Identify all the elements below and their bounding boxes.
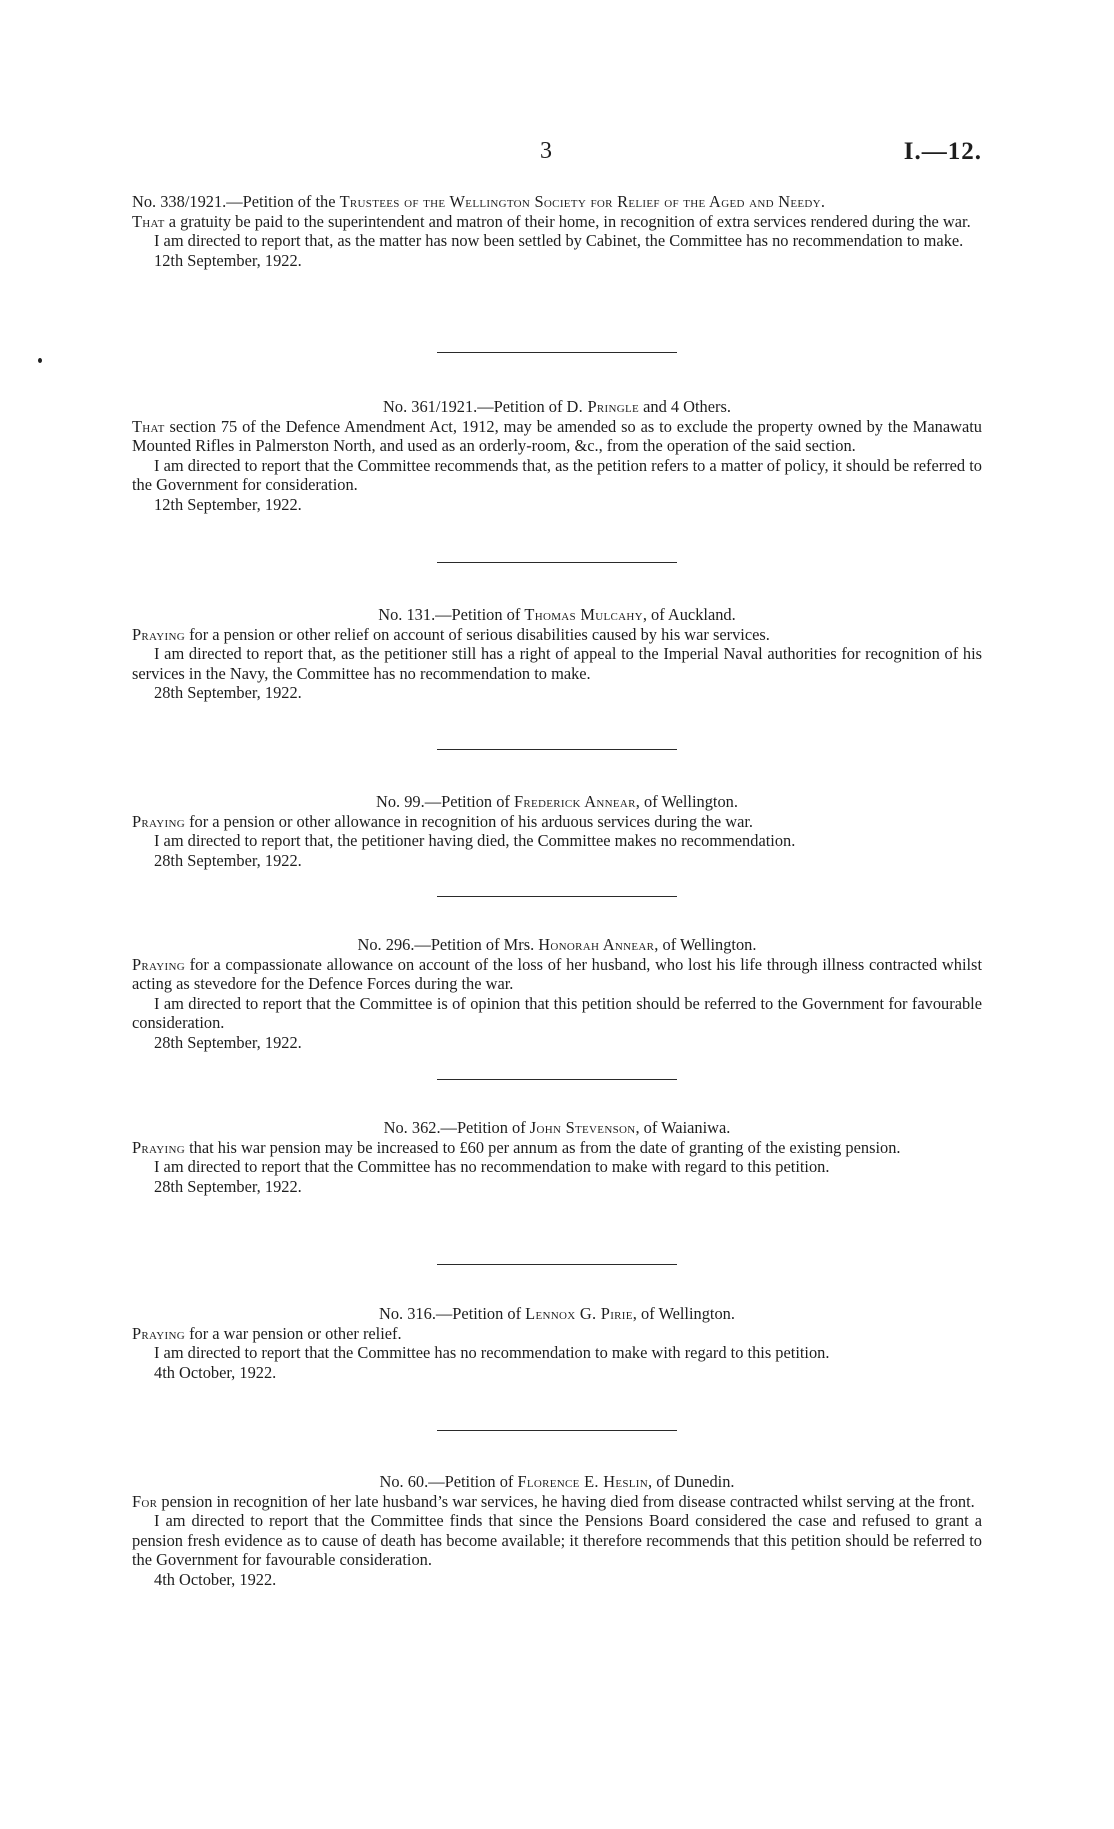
- section-divider: [437, 1430, 677, 1431]
- committee-report: I am directed to report that the Committee has no recommendation to make with regard to this petition.: [154, 1157, 830, 1177]
- petition-heading: [132, 792, 982, 812]
- prayer-text: pension in recognition of her late husband’s war services, he having died from disease contracted whilst serving at the front.: [157, 1491, 975, 1511]
- petitioner-name: Florence E. Heslin: [517, 1472, 648, 1491]
- committee-report: I am directed to report that the Committee is of opinion that this petition should be referred to the Government for favourable consideration.: [132, 993, 982, 1033]
- report-date: 12th September, 1922.: [154, 494, 302, 514]
- petition-heading: [132, 935, 982, 955]
- petitioner-name: Lennox G. Pirie: [525, 1304, 633, 1323]
- petition-prayer: [132, 212, 982, 232]
- committee-report: I am directed to report that the Committee has no recommendation to make with regard to this petition.: [154, 1343, 830, 1363]
- petition-heading: [132, 192, 982, 212]
- petition-prayer: [132, 1138, 982, 1158]
- petition-prayer: [132, 417, 982, 456]
- petitioner-name: D. Pringle: [566, 397, 639, 416]
- petitioner-name: Thomas Mulcahy: [524, 605, 643, 624]
- section-divider: [437, 896, 677, 897]
- petition-131: [132, 605, 982, 703]
- petition-heading-prefix: No. 361/1921.—Petition of: [383, 397, 567, 416]
- petition-heading-prefix: No. 60.—Petition of: [379, 1472, 518, 1491]
- stray-mark: [38, 358, 42, 363]
- petition-362: [132, 1118, 982, 1196]
- prayer-lead: Praying: [132, 1137, 185, 1157]
- committee-report: I am directed to report that, the petitioner having died, the Committee makes no recommendation.: [154, 831, 796, 851]
- petition-prayer: [132, 625, 982, 645]
- prayer-text: that his war pension may be increased to £60 per annum as from the date of granting of the existing pension.: [184, 1137, 901, 1157]
- petition-heading-prefix: No. 296.—Petition of Mrs.: [357, 935, 539, 954]
- section-divider: [437, 562, 677, 563]
- section-divider: [437, 1079, 677, 1080]
- petition-heading-suffix: .: [820, 192, 826, 211]
- petition-60: [132, 1472, 982, 1590]
- report-date: 28th September, 1922.: [154, 850, 302, 870]
- petition-296: [132, 935, 982, 1053]
- petition-heading-prefix: No. 131.—Petition of: [378, 605, 525, 624]
- petition-heading-suffix: , of Wellington.: [654, 935, 757, 954]
- section-divider: [437, 749, 677, 750]
- petition-heading: [132, 1118, 982, 1138]
- petition-99: [132, 792, 982, 870]
- document-reference: I.—12.: [903, 138, 982, 165]
- prayer-lead: That: [132, 416, 165, 436]
- petition-361-1921: [132, 397, 982, 515]
- section-divider: [437, 352, 677, 353]
- petition-heading-prefix: No. 99.—Petition of: [376, 792, 514, 811]
- petition-prayer: [132, 1492, 982, 1512]
- prayer-text: for a compassionate allowance on account of the loss of her husband, who lost his life through illness contracted whilst acting as stevedore for the Defence Forces during the war.: [132, 954, 982, 994]
- section-divider: [437, 1264, 677, 1265]
- petition-heading-prefix: No. 362.—Petition of: [383, 1118, 530, 1137]
- petition-heading: [132, 605, 982, 625]
- petition-heading-suffix: , of Auckland.: [642, 605, 736, 624]
- committee-report: I am directed to report that, as the petitioner still has a right of appeal to the Imperial Naval authorities for recognition of his services in the Navy, the Committee has no recommendation to make.: [132, 644, 982, 683]
- petition-heading-suffix: and 4 Others.: [639, 397, 731, 416]
- prayer-text: for a pension or other allowance in recognition of his arduous services during the war.: [184, 811, 754, 831]
- petition-heading-suffix: , of Dunedin.: [648, 1472, 735, 1491]
- petition-heading: [132, 397, 982, 417]
- petition-heading-prefix: No. 338/1921.—Petition of the: [132, 192, 340, 211]
- petition-316: [132, 1304, 982, 1382]
- prayer-lead: Praying: [132, 624, 185, 644]
- petitioner-name: Trustees of the Wellington Society for Relief of the Aged and Needy: [339, 192, 821, 211]
- petition-heading-prefix: No. 316.—Petition of: [379, 1304, 526, 1323]
- report-date: 4th October, 1922.: [154, 1362, 277, 1382]
- page-number: 3: [540, 138, 552, 164]
- report-date: 28th September, 1922.: [154, 1032, 302, 1052]
- prayer-lead: That: [132, 211, 165, 231]
- petition-heading: [132, 1304, 982, 1324]
- prayer-text: for a war pension or other relief.: [184, 1323, 402, 1343]
- report-date: 28th September, 1922.: [154, 683, 302, 703]
- report-date: 28th September, 1922.: [154, 1176, 302, 1196]
- petitioner-name: Honorah Annear: [538, 935, 655, 954]
- prayer-text: for a pension or other relief on account of serious disabilities caused by his war services.: [184, 624, 770, 644]
- prayer-text: section 75 of the Defence Amendment Act, 1912, may be amended so as to exclude the property owned by the Manawatu Mounted Rifles in Palmerston North, and used as an orderly-room, &c., from the operation of the said section.: [132, 416, 982, 456]
- petition-prayer: [132, 812, 982, 832]
- committee-report: I am directed to report that the Committee recommends that, as the petition refers to a matter of policy, it should be referred to the Government for consideration.: [132, 455, 982, 495]
- report-date: 12th September, 1922.: [154, 250, 302, 270]
- prayer-lead: Praying: [132, 1323, 185, 1343]
- committee-report: I am directed to report that, as the matter has now been settled by Cabinet, the Committee has no recommendation to make.: [154, 231, 964, 251]
- petition-prayer: [132, 955, 982, 994]
- prayer-lead: For: [132, 1491, 158, 1511]
- petition-heading-suffix: , of Wellington.: [635, 792, 738, 811]
- prayer-text: a gratuity be paid to the superintendent and matron of their home, in recognition of extra services rendered during the war.: [164, 211, 971, 231]
- petitioner-name: John Stevenson: [529, 1118, 636, 1137]
- petitioner-name: Frederick Annear: [513, 792, 636, 811]
- prayer-lead: Praying: [132, 954, 185, 974]
- committee-report: I am directed to report that the Committee finds that since the Pensions Board considered the case and refused to grant a pension fresh evidence as to cause of death has become available; it therefore recommends that this petition should be referred to the Government for favourable consideration.: [132, 1511, 982, 1570]
- petition-heading-suffix: , of Waianiwa.: [635, 1118, 731, 1137]
- report-date: 4th October, 1922.: [154, 1569, 277, 1589]
- petition-338-1921: [132, 192, 982, 270]
- petition-heading: [132, 1472, 982, 1492]
- petition-prayer: [132, 1324, 982, 1344]
- prayer-lead: Praying: [132, 811, 185, 831]
- petition-heading-suffix: , of Wellington.: [632, 1304, 735, 1323]
